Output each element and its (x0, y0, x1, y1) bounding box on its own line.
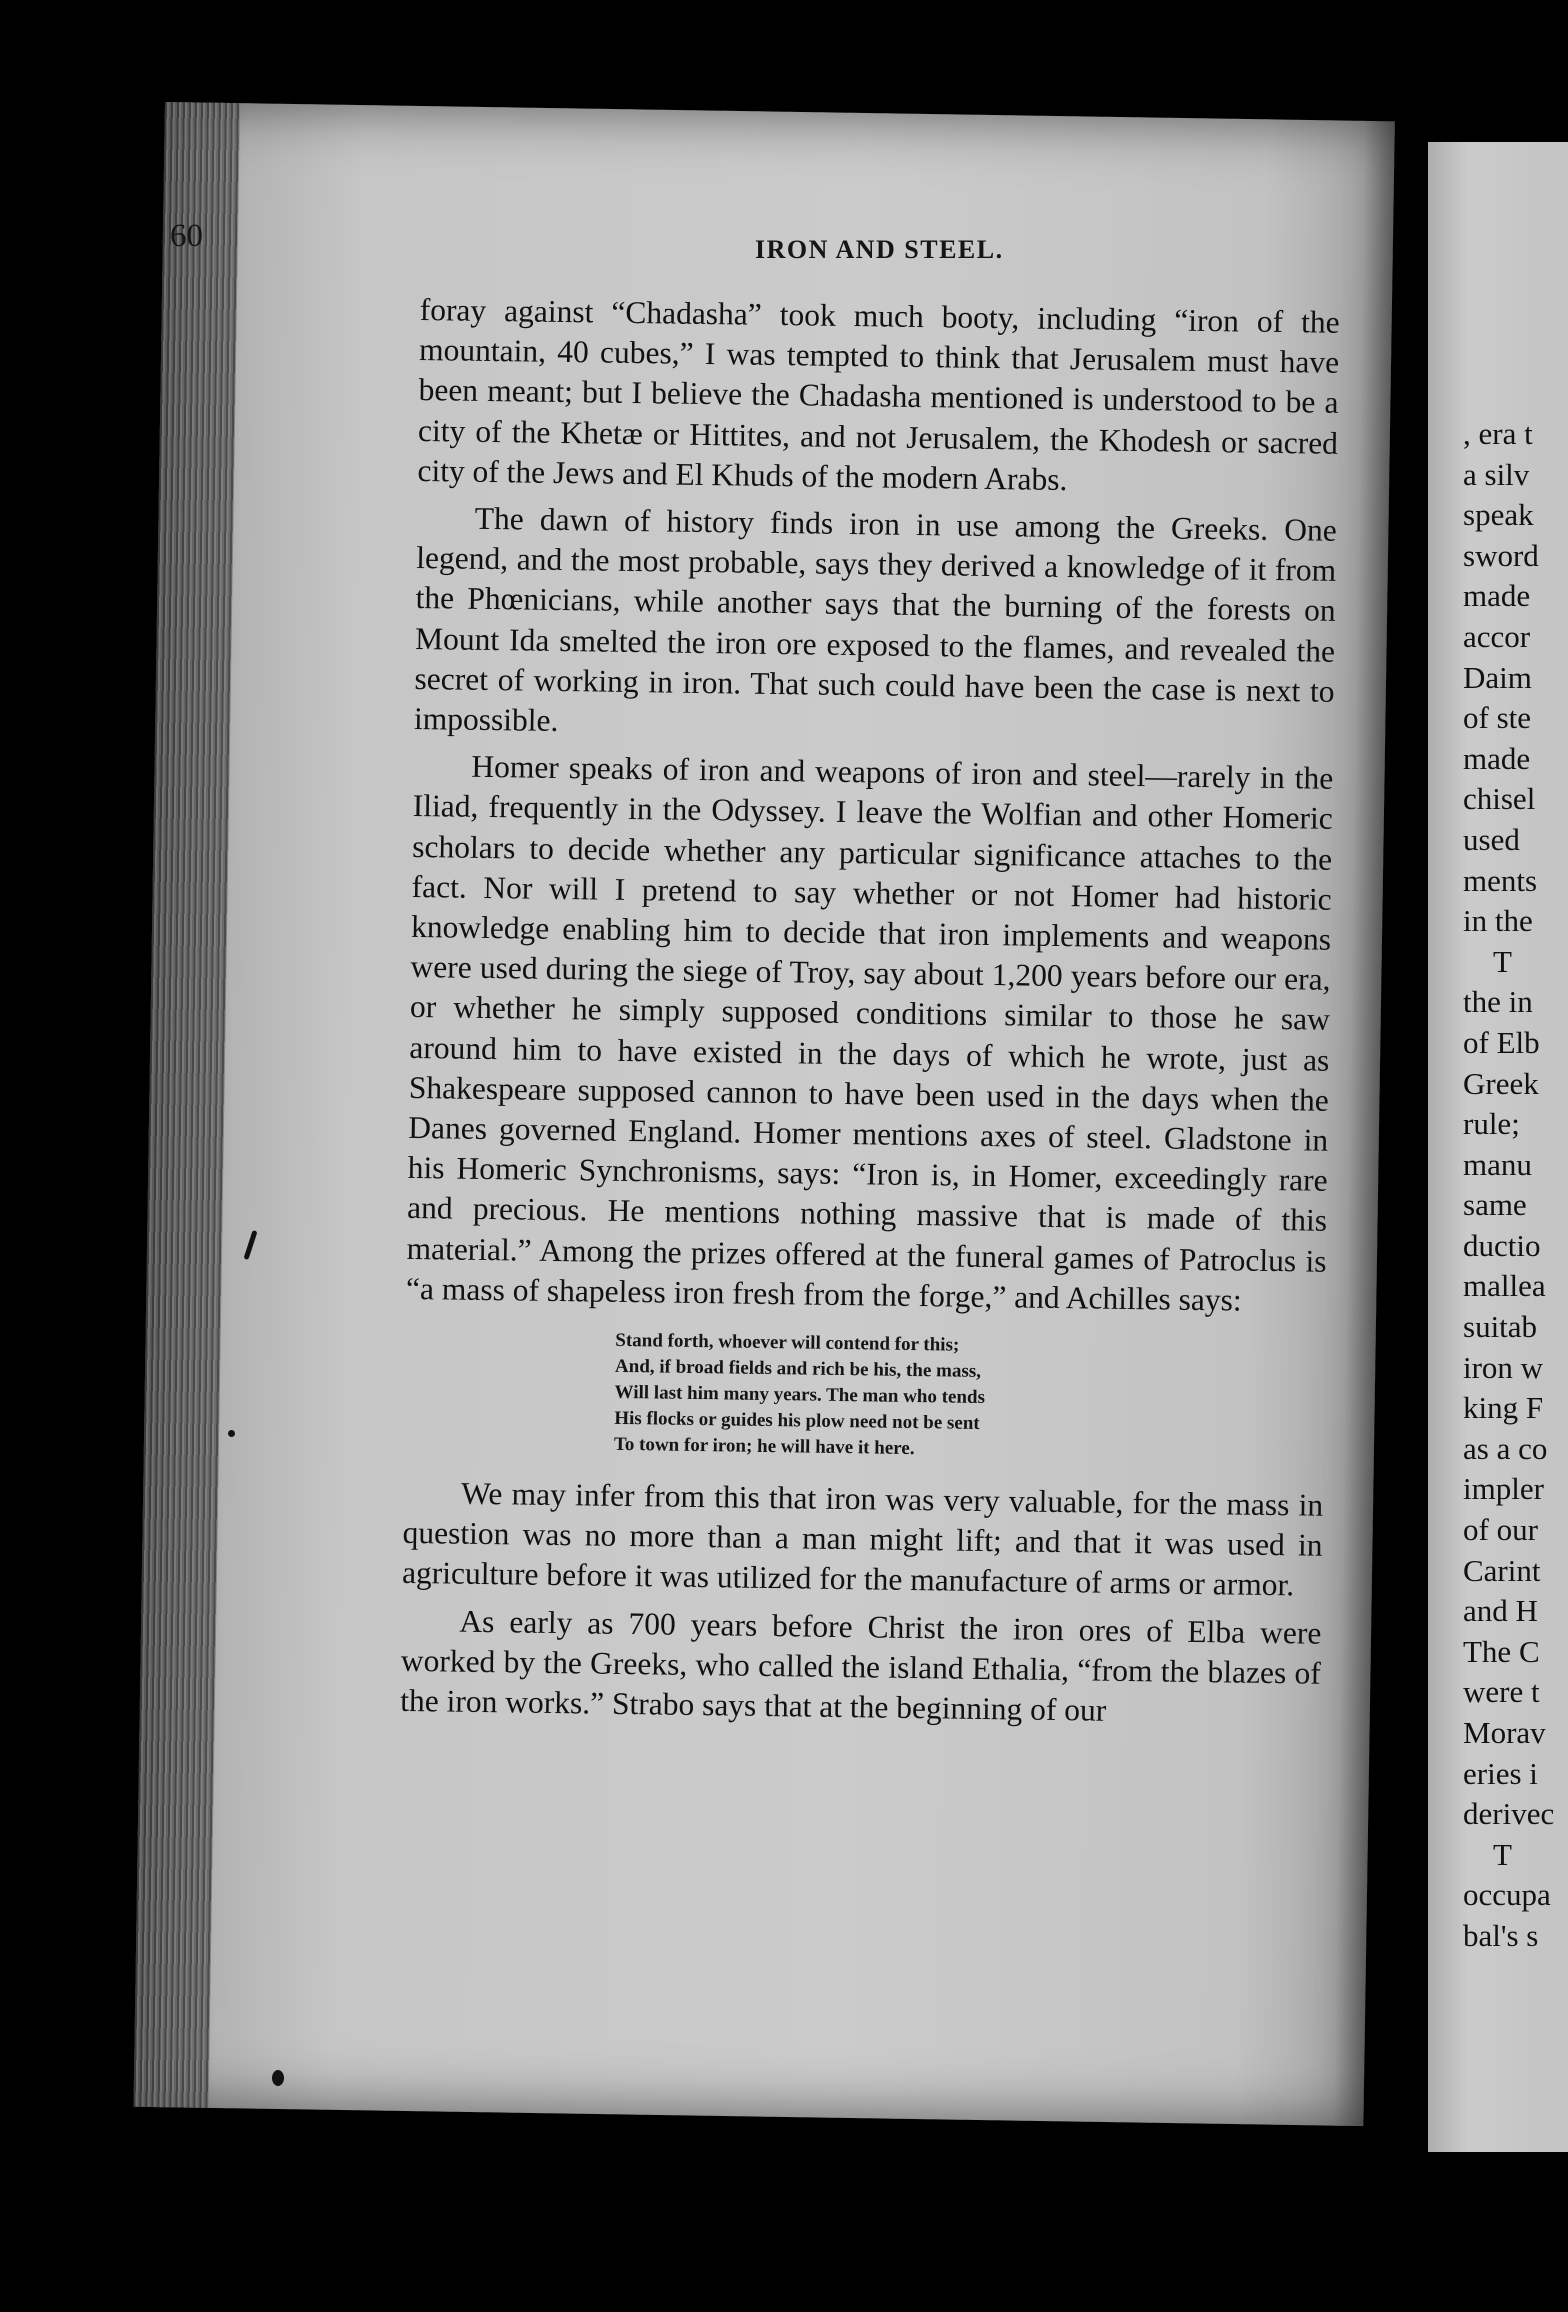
next-page-line: mallea (1463, 1268, 1546, 1304)
verse-line: His flocks or guides his plow need not be sent (614, 1407, 980, 1435)
next-page-line: speak (1463, 497, 1534, 533)
running-title: IRON AND STEEL. (755, 235, 1004, 264)
scan-speck (228, 1430, 235, 1437)
next-page-line: sword (1463, 537, 1539, 573)
next-page-line: made (1463, 578, 1531, 614)
next-page-text (1463, 414, 1554, 1957)
next-page-line: Morav (1463, 1715, 1546, 1750)
next-page-line: iron w (1463, 1349, 1544, 1385)
verse-quote (614, 1328, 1326, 1468)
next-page-line: Daim (1463, 659, 1532, 695)
next-page-line: Greek (1463, 1065, 1539, 1101)
next-page-line: the in (1463, 984, 1533, 1020)
page-edge-shadow (134, 102, 240, 2108)
next-page-line: used (1463, 821, 1520, 857)
next-page-line: of ste (1463, 700, 1532, 736)
verse-line: To town for iron; he will have it here. (613, 1433, 915, 1460)
next-page-line: were t (1463, 1674, 1540, 1710)
next-page-line: chisel (1463, 781, 1536, 817)
next-page-line: eries i (1463, 1755, 1538, 1791)
next-page-line: of our (1463, 1512, 1538, 1548)
page-number: 60 (170, 218, 203, 254)
paragraph-1: foray against “Chadasha” took much booty, including “iron of the mountain, 40 cubes,” I was tempted to think that Jerusalem must have been meant; but I believe the Chadasha mentioned is understood to be a city of the Khetæ or Hittites, and not Jerusalem, the Khodesh or sacred city of the Jews and El Khuds of the modern Arabs. (417, 291, 1340, 497)
next-page-line: derivec (1463, 1796, 1555, 1832)
paragraph-3: Homer speaks of iron and weapons of iron and steel—rarely in the Iliad, frequently in the Odyssey. I leave the Wolfian and other Homeric scholars to decide whether any particular significance attaches to the fact. Nor will I pretend to say whether or not Homer had historic knowledge enabling him to decide that iron implements and weapons were used during the siege of Troy, say about 1,200 years before our era, or whether he simply supposed conditions similar to those he saw around him to have existed in the days of which he wrote, just as Shakespeare supposed cannon to have been used in the days when the Danes governed England. Homer mentions axes of steel. Gladstone in his Homeric Synchronisms, says: “Iron is, in Homer, exceedingly rare and precious. He mentions nothing massive that is made of this material.” Among the prizes offered at the funeral games of Patroclus is “a mass of shapeless iron fresh from the forge,” and Achilles says: (405, 748, 1334, 1318)
next-page-line: T (1493, 943, 1512, 979)
next-page-line: suitab (1463, 1309, 1538, 1345)
paragraph-5: As early as 700 years before Christ the iron ores of Elba were worked by the Greeks, who called the island Ethalia, “from the blazes of the iron works.” Strabo says that at the beginning of our (400, 1603, 1322, 1728)
next-page-line: in the (1463, 903, 1533, 939)
next-page-line: rule; (1463, 1106, 1520, 1142)
scan-speck (272, 2070, 284, 2086)
body-text (400, 290, 1340, 1741)
next-page-line: king F (1463, 1390, 1544, 1426)
verse-line: Stand forth, whoever will contend for this; (615, 1329, 960, 1356)
verse-line: Will last him many years. The man who tends (614, 1381, 986, 1409)
paragraph-4: We may infer from this that iron was very valuable, for the mass in question was no more than a man might lift; and that it was used in agriculture before it was utilized for the manufacture of arms or armor. (401, 1475, 1324, 1603)
next-page-line: of Elb (1463, 1024, 1540, 1060)
next-page-line: ments (1463, 862, 1538, 898)
next-page-line: manu (1463, 1146, 1532, 1182)
next-page-partial (1428, 142, 1568, 2152)
next-page-line: impler (1463, 1471, 1544, 1507)
next-page-line: ductio (1463, 1227, 1541, 1263)
next-page-line: Carint (1463, 1552, 1541, 1588)
verse-line: And, if broad fields and rich be his, the mass, (614, 1355, 982, 1383)
next-page-line: T (1493, 1836, 1512, 1872)
next-page-line: accor (1463, 618, 1531, 654)
paragraph-2: The dawn of history finds iron in use among the Greeks. One legend, and the most probable, says they derived a knowledge of it from the Phœnicians, while another says that the burning of the forests on Mount Ida smelted the iron ore exposed to the flames, and revealed the secret of working in iron. That such could have been the case is next to impossible. (413, 500, 1337, 739)
next-page-line: occupa (1463, 1877, 1551, 1913)
next-page-line: bal's s (1463, 1917, 1539, 1953)
next-page-line: same (1463, 1187, 1527, 1223)
next-page-line: and H (1463, 1593, 1538, 1629)
next-page-line: The C (1463, 1633, 1540, 1669)
next-page-line: , era t (1463, 416, 1533, 451)
next-page-line: as a co (1463, 1430, 1548, 1466)
next-page-line: a silv (1463, 456, 1530, 492)
next-page-line: made (1463, 740, 1531, 776)
